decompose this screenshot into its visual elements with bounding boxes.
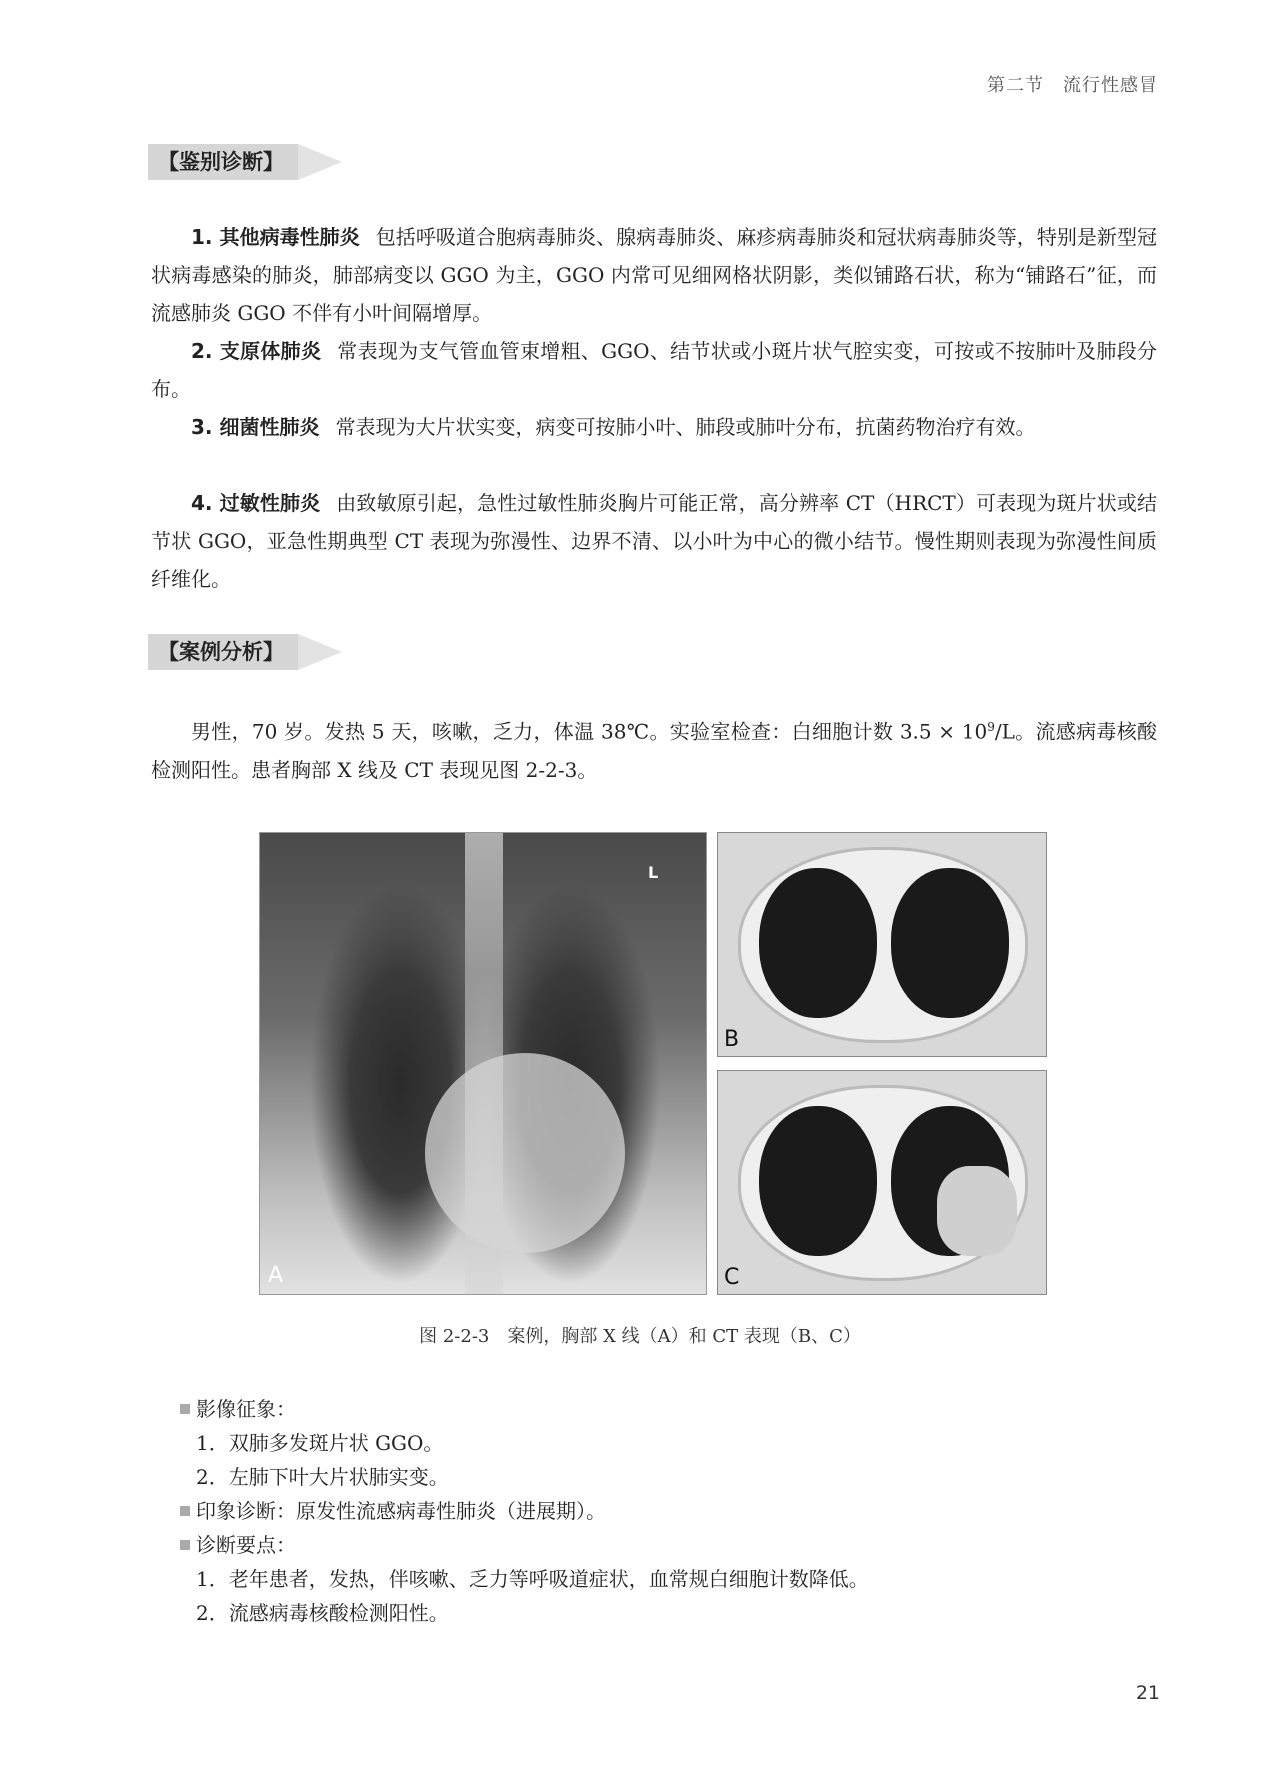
- chest-xray-image: [259, 832, 707, 1295]
- differential-item-4: [151, 484, 1157, 598]
- item-term: 3. 细菌性肺炎: [191, 415, 320, 439]
- keypoint-item-2: 2．流感病毒核酸检测阳性。: [196, 1601, 449, 1625]
- impression-diagnosis: [180, 1494, 1160, 1528]
- imaging-item-1: 1．双肺多发斑片状 GGO。: [196, 1431, 444, 1455]
- keypoint-item-1: 1．老年患者，发热，伴咳嗽、乏力等呼吸道症状，血常规白细胞计数降低。: [196, 1567, 869, 1591]
- item-text: 常表现为支气管血管束增粗、GGO、结节状或小斑片状气腔实变，可按或不按肺叶及肺段分布。: [151, 339, 1157, 401]
- imaging-item-2: 2．左肺下叶大片状肺实变。: [196, 1465, 449, 1489]
- item-text: 包括呼吸道合胞病毒肺炎、腺病毒肺炎、麻疹病毒肺炎和冠状病毒肺炎等，特别是新型冠状病毒感染的肺炎，肺部病变以 GGO 为主，GGO 内常可见细网格状阴影，类似铺路石状，称为“铺路石”征，而流感肺炎 GGO 不伴有小叶间隔增厚。: [151, 225, 1158, 325]
- item-text: 常表现为大片状实变，病变可按肺小叶、肺段或肺叶分布，抗菌药物治疗有效。: [335, 415, 1036, 439]
- section-heading-case: [148, 634, 342, 670]
- running-header: 第二节 流行性感冒: [987, 75, 1158, 96]
- item-text: 由致敏原引起，急性过敏性肺炎胸片可能正常，高分辨率 CT（HRCT）可表现为斑片状或结节状 GGO，亚急性期典型 CT 表现为弥漫性、边界不清、以小叶为中心的微小结节。慢性期则表现为弥漫性间质纤维化。: [151, 491, 1157, 591]
- square-bullet-icon: [180, 1404, 190, 1414]
- bullet-text: 诊断要点：: [196, 1533, 296, 1557]
- section-heading-label: 【案例分析】: [148, 634, 298, 670]
- imaging-findings-label: [180, 1392, 1160, 1426]
- xray-heart-shadow: [425, 1053, 625, 1253]
- ct-body-outline: [738, 847, 1028, 1043]
- item-term: 1. 其他病毒性肺炎: [191, 225, 360, 249]
- item-term: 4. 过敏性肺炎: [191, 491, 321, 515]
- ct-left-lung: [891, 868, 1009, 1018]
- section-heading-differential: [148, 144, 342, 180]
- findings-block: [180, 1392, 1160, 1630]
- square-bullet-icon: [180, 1506, 190, 1516]
- figure-caption: 图 2-2-3 案例，胸部 X 线（A）和 CT 表现（B、C）: [419, 1326, 861, 1347]
- ct-right-lung: [759, 868, 877, 1018]
- differential-item-2: [151, 332, 1157, 408]
- square-bullet-icon: [180, 1540, 190, 1550]
- case-text-part1: 男性，70 岁。发热 5 天，咳嗽，乏力，体温 38℃。实验室检查：白细胞计数 3.5 × 10: [191, 719, 988, 744]
- ct-right-lung: [759, 1106, 877, 1256]
- heading-arrow-decoration: [298, 144, 342, 180]
- differential-item-1: [151, 218, 1157, 332]
- bullet-text: 影像征象：: [196, 1397, 296, 1421]
- ct-image-lower: [717, 1070, 1047, 1295]
- differential-item-3: [151, 408, 1157, 446]
- panel-letter-b: B: [724, 1027, 740, 1052]
- panel-letter-a: A: [268, 1263, 284, 1288]
- ct-consolidation-patch: [937, 1166, 1017, 1256]
- case-paragraph: [151, 708, 1157, 789]
- case-text-part2: /L。流感病毒核酸检测阳性。患者胸部 X 线及 CT 表现见图 2-2-3。: [151, 719, 1157, 782]
- ct-body-outline: [738, 1085, 1028, 1281]
- ct-image-upper: [717, 832, 1047, 1057]
- heading-arrow-decoration: [298, 634, 342, 670]
- page-number: 21: [1135, 1682, 1160, 1704]
- case-exponent: 9: [987, 720, 995, 734]
- panel-letter-c: C: [724, 1265, 740, 1290]
- figure-2-2-3: [259, 832, 1047, 1295]
- xray-side-marker: L: [648, 863, 659, 882]
- section-heading-label: 【鉴别诊断】: [148, 144, 298, 180]
- item-term: 2. 支原体肺炎: [191, 339, 322, 363]
- bullet-text: 印象诊断：原发性流感病毒性肺炎（进展期）。: [196, 1499, 606, 1523]
- diagnostic-keypoints-label: [180, 1528, 1160, 1562]
